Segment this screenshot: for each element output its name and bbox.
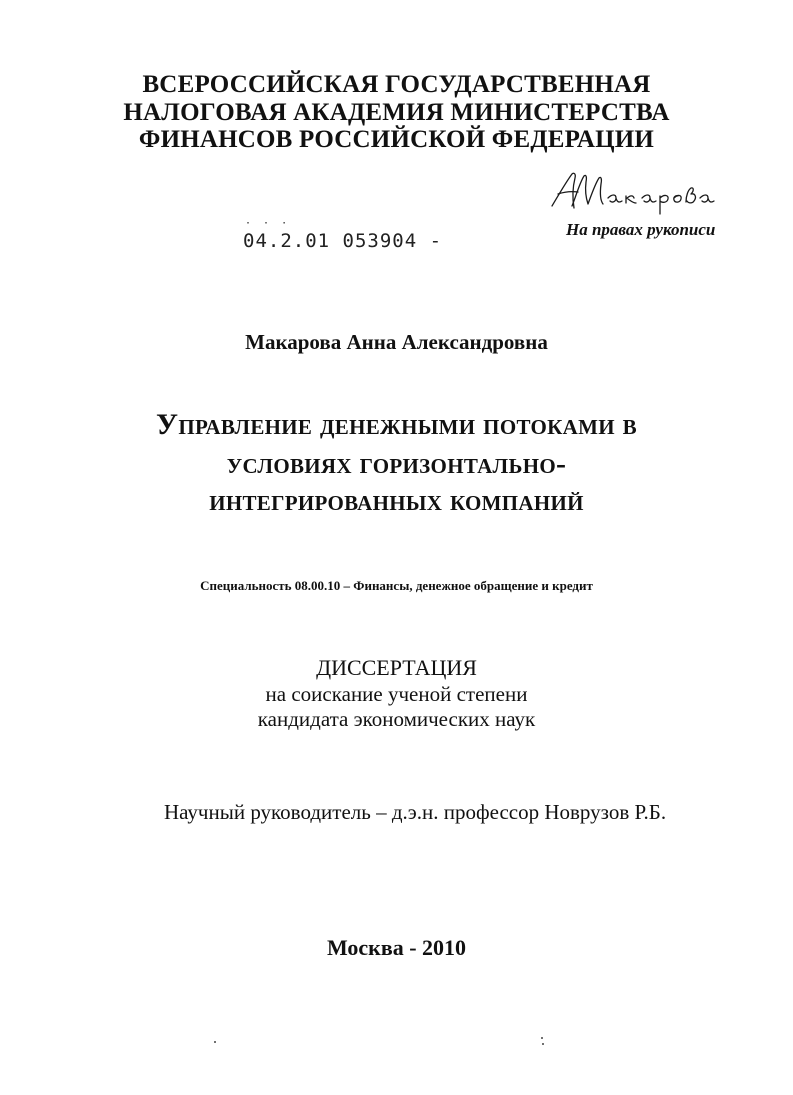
registration-number-text: 04.2.01 053904 - (243, 230, 443, 252)
institution-line-2: НАЛОГОВАЯ АКАДЕМИЯ МИНИСТЕРСТВА (123, 99, 670, 126)
scan-speck (541, 1037, 543, 1039)
thesis-title-line-3: интегрированных компаний (209, 484, 584, 517)
registration-number: · · · 04.2.01 053904 - (243, 218, 443, 252)
rights-mark: На правах рукописи (566, 220, 716, 239)
signature-text: AMакарова (548, 218, 553, 219)
degree-line-1: на соискание ученой степени (265, 682, 528, 706)
degree-line-2: кандидата экономических наук (257, 707, 536, 731)
scan-speck (542, 1043, 544, 1045)
scan-speck (214, 1041, 216, 1043)
document-type: ДИССЕРТАЦИЯ (316, 655, 477, 680)
institution-line-1: ВСЕРОССИЙСКАЯ ГОСУДАРСТВЕННАЯ (142, 71, 651, 98)
author-name: Макарова Анна Александровна (245, 330, 548, 354)
thesis-title-line-1: Управление денежными потоками в (156, 408, 637, 441)
thesis-title-line-2: условиях горизонтально- (226, 447, 567, 480)
institution-line-3: ФИНАНСОВ РОССИЙСКОЙ ФЕДЕРАЦИИ (138, 126, 655, 153)
city-year: Москва - 2010 (326, 935, 467, 960)
supervisor: Научный руководитель – д.э.н. профессор Новрузов Р.Б. (164, 800, 667, 824)
handwritten-signature (548, 168, 718, 220)
specialty: Специальность 08.00.10 – Финансы, денежное обращение и кредит (200, 578, 593, 593)
